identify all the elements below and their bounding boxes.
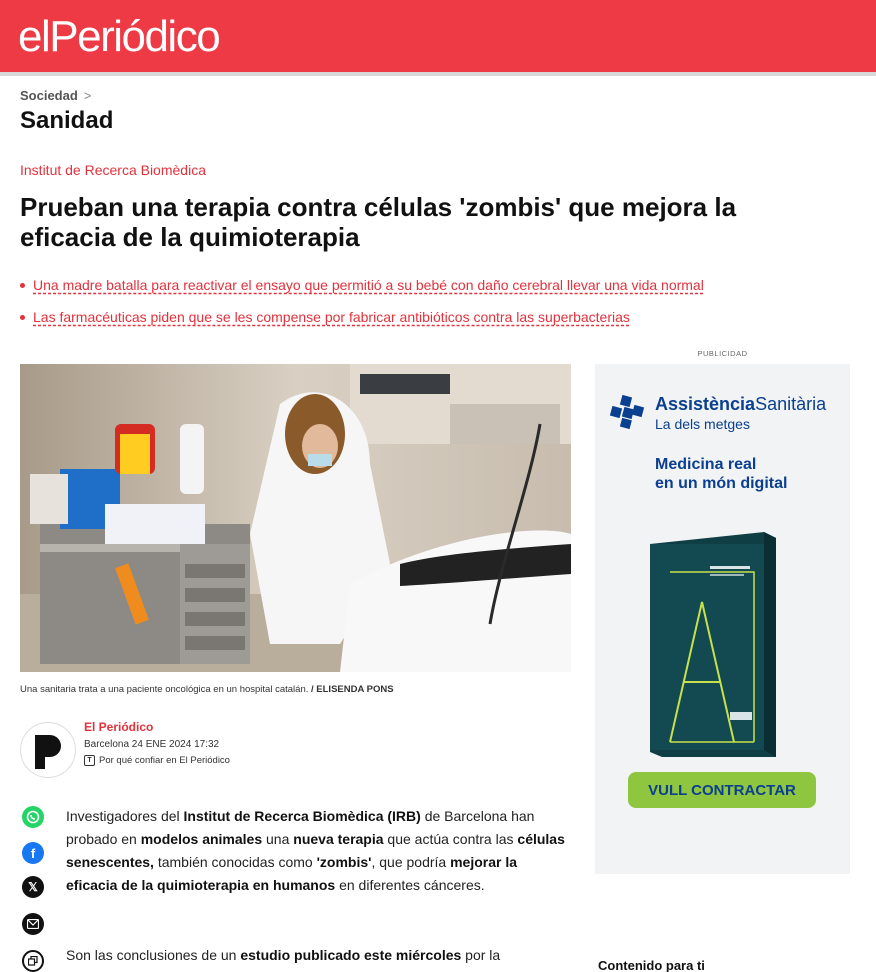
site-logo[interactable]: elPeriódico — [18, 12, 220, 61]
avatar-logo-bowl — [35, 735, 61, 757]
article-photo — [20, 364, 571, 672]
author-name[interactable]: El Periódico — [84, 720, 154, 734]
book-cover-image — [650, 532, 776, 757]
related-link-1[interactable] — [20, 277, 850, 293]
related-link-text[interactable]: Una madre batalla para reactivar el ensayo que permitió a su bebé con daño cerebral llevar una vida normal — [33, 277, 704, 293]
envelope-glyph — [27, 919, 39, 929]
breadcrumb — [20, 88, 91, 103]
article-dateline: Barcelona 24 ENE 2024 17:32 — [84, 739, 220, 750]
ad-subtitle: La dels metges — [655, 416, 750, 432]
caption-credit: / ELISENDA PONS — [311, 684, 394, 695]
hospital-photo-illustration — [20, 364, 571, 672]
whatsapp-icon[interactable] — [22, 806, 44, 828]
assistencia-logo-icon — [609, 394, 645, 430]
sidebar-section-title: Contenido para ti — [598, 958, 705, 972]
breadcrumb-parent[interactable]: Sociedad — [20, 88, 78, 103]
article-paragraph-1: Investigadores del Institut de Recerca Biomèdica (IRB) de Barcelona han probado en modelos animales una nueva terapia que actúa contra las células senescentes, también conocidas como 'zombis', que podría mejorar la eficacia de la quimioterapia en humanos en diferentes cánceres. — [66, 808, 565, 893]
related-link-text[interactable]: Las farmacéuticas piden que se les compense por fabricar antibióticos contra las superbacterias — [33, 309, 630, 325]
photo-caption — [20, 684, 394, 695]
site-header — [0, 0, 876, 72]
article-paragraph-2: Son las conclusiones de un estudio publicado este miércoles por la — [66, 947, 501, 963]
ad-brand: AssistènciaSanitària — [655, 394, 827, 414]
mail-icon[interactable] — [22, 913, 44, 935]
bullet-icon — [20, 315, 25, 320]
trust-link[interactable] — [84, 755, 230, 766]
trust-link-label[interactable]: Por qué confiar en El Periódico — [99, 755, 230, 766]
copy-glyph — [28, 956, 38, 966]
x-icon[interactable]: 𝕏 — [22, 876, 44, 898]
caption-text: Una sanitaria trata a una paciente oncológica en un hospital catalán. — [20, 684, 309, 695]
ad-cta-button[interactable]: VULL CONTRACTAR — [628, 772, 816, 808]
article-kicker[interactable]: Institut de Recerca Biomèdica — [20, 162, 206, 178]
author-avatar[interactable] — [20, 722, 76, 778]
copy-link-icon[interactable] — [22, 950, 44, 972]
ad-tagline: Medicina real en un món digital — [655, 456, 788, 492]
related-link-2[interactable] — [20, 309, 850, 325]
header-divider — [0, 72, 876, 76]
article-headline: Prueban una terapia contra células 'zombis' que mejora la eficacia de la quimioterapia — [20, 192, 737, 252]
facebook-icon[interactable]: f — [22, 842, 44, 864]
ad-banner[interactable] — [595, 364, 850, 874]
chevron-right-icon: > — [83, 88, 92, 103]
ad-label: PUBLICIDAD — [697, 349, 748, 358]
section-title[interactable]: Sanidad — [20, 107, 114, 134]
bullet-icon — [20, 283, 25, 288]
trust-icon: T — [84, 755, 95, 766]
whatsapp-glyph — [26, 810, 40, 824]
